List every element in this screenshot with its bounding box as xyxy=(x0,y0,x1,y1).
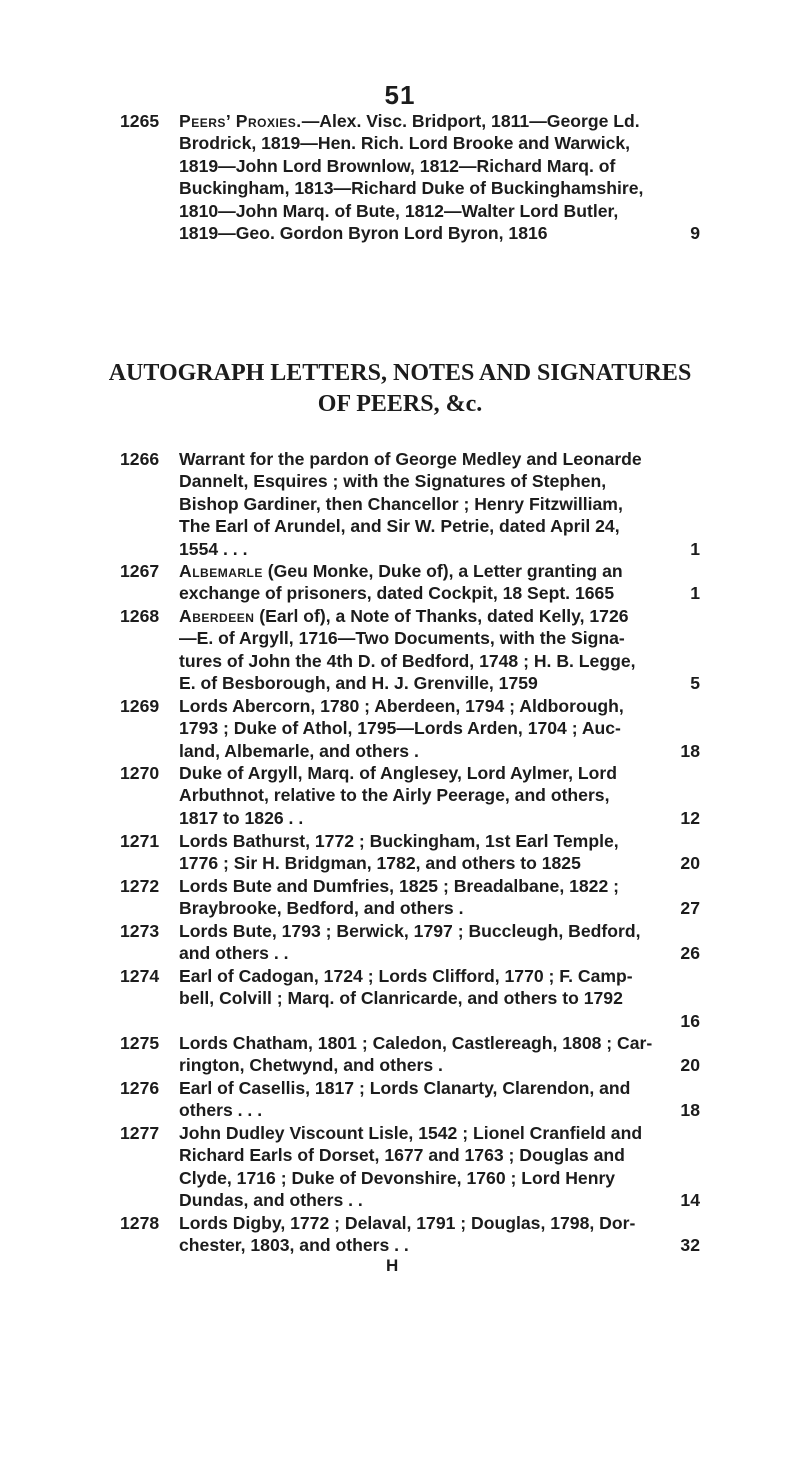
lot-price: 1 xyxy=(690,583,700,603)
lot-price: 5 xyxy=(690,673,700,693)
lot-number: 1274 xyxy=(120,966,160,986)
lot-1275 xyxy=(122,1032,700,1077)
lot-entry xyxy=(122,695,700,762)
lot-line: Duke of Argyll, Marq. of Anglesey, Lord Aylmer, Lord xyxy=(179,763,617,783)
lot-entry xyxy=(122,875,700,920)
lot-number: 1278 xyxy=(120,1213,160,1233)
lot-price: 32 xyxy=(680,1235,700,1255)
lot-price: 9 xyxy=(690,223,700,243)
lot-entry xyxy=(122,448,700,560)
signature-mark: H xyxy=(386,1256,399,1275)
lot-price: 26 xyxy=(680,943,700,963)
lot-line: Braybrooke, Bedford, and others . xyxy=(179,898,464,919)
lot-line: E. of Besborough, and H. J. Grenville, 1759 xyxy=(179,673,538,694)
lot-price: 18 xyxy=(680,1100,700,1120)
lot-line: Peers’ Proxies.—Alex. Visc. Bridport, 1811—George Ld. xyxy=(179,111,640,131)
lot-number: 1267 xyxy=(120,561,160,581)
lot-1267 xyxy=(122,560,700,605)
lot-number: 1276 xyxy=(120,1078,160,1098)
lot-number: 1268 xyxy=(120,606,160,626)
lot-1272 xyxy=(122,875,700,920)
lot-line: 1817 to 1826 . . xyxy=(179,807,304,828)
lot-line: Lords Chatham, 1801 ; Caledon, Castlereagh, 1808 ; Car- xyxy=(179,1033,653,1053)
lot-entry xyxy=(120,965,700,1031)
lot-price: 16 xyxy=(680,1011,700,1031)
lot-line: 1819—John Lord Brownlow, 1812—Richard Marq. of xyxy=(179,155,616,176)
lot-price: 20 xyxy=(680,853,700,873)
lot-entry xyxy=(122,920,700,965)
lot-line: 1810—John Marq. of Bute, 1812—Walter Lord Butler, xyxy=(179,200,619,221)
lot-line: and others . . xyxy=(179,943,289,964)
lot-line: Albemarle (Geu Monke, Duke of), a Letter granting an xyxy=(179,561,623,581)
lot-price: 27 xyxy=(680,898,700,918)
lot-line: Lords Bathurst, 1772 ; Buckingham, 1st Earl Temple, xyxy=(179,831,619,851)
lot-number: 1269 xyxy=(120,696,160,716)
lot-price: 14 xyxy=(680,1190,700,1210)
lot-1278 xyxy=(122,1212,700,1257)
lot-line: 1554 . . . xyxy=(179,538,248,559)
heading-line: AUTOGRAPH LETTERS, NOTES AND SIGNATURES xyxy=(108,360,692,386)
lot-price: 18 xyxy=(680,741,700,761)
lot-line: Lords Abercorn, 1780 ; Aberdeen, 1794 ; Aldborough, xyxy=(179,696,624,716)
lot-line: Richard Earls of Dorset, 1677 and 1763 ; Douglas and xyxy=(179,1145,625,1166)
lot-line: others . . . xyxy=(179,1100,263,1121)
lot-entry xyxy=(122,1032,700,1077)
lot-line: land, Albemarle, and others . xyxy=(179,740,419,761)
lot-entry xyxy=(122,605,700,695)
lot-1277 xyxy=(122,1122,700,1212)
lot-number: 1266 xyxy=(120,449,160,469)
lot-entry xyxy=(122,762,700,829)
page-number: 51 xyxy=(384,80,416,110)
lot-line: tures of John the 4th D. of Bedford, 1748 ; H. B. Legge, xyxy=(179,650,636,671)
lot-number: 1272 xyxy=(120,876,160,896)
lot-number: 1265 xyxy=(120,111,160,131)
lot-line: Warrant for the pardon of George Medley and Leonarde xyxy=(179,449,642,469)
lot-entry xyxy=(122,1212,700,1257)
lot-line: Buckingham, 1813—Richard Duke of Buckinghamshire, xyxy=(179,178,644,199)
lot-line: John Dudley Viscount Lisle, 1542 ; Lionel Cranfield and xyxy=(179,1123,643,1143)
lot-line: Lords Bute and Dumfries, 1825 ; Breadalbane, 1822 ; xyxy=(179,876,619,896)
lot-line: Brodrick, 1819—Hen. Rich. Lord Brooke and Warwick, xyxy=(179,133,631,154)
lot-entry xyxy=(122,1122,700,1212)
lot-line: 1819—Geo. Gordon Byron Lord Byron, 1816 xyxy=(179,223,548,244)
lot-line: Lords Digby, 1772 ; Delaval, 1791 ; Douglas, 1798, Dor- xyxy=(179,1213,636,1233)
lot-line: chester, 1803, and others . . xyxy=(179,1235,409,1256)
lot-number: 1277 xyxy=(120,1123,160,1143)
lot-price: 1 xyxy=(690,539,700,559)
lot-number: 1271 xyxy=(120,831,160,851)
lot-lead: Peers’ Proxies. xyxy=(179,111,302,131)
lot-price: 12 xyxy=(680,808,700,828)
lot-entry xyxy=(122,110,700,244)
lot-1273 xyxy=(122,920,700,965)
lot-line: Earl of Cadogan, 1724 ; Lords Clifford, 1770 ; F. Camp- xyxy=(179,966,633,986)
lot-line: Arbuthnot, relative to the Airly Peerage, and others, xyxy=(179,785,610,806)
lot-line: Dundas, and others . . xyxy=(179,1190,363,1211)
lot-line: Clyde, 1716 ; Duke of Devonshire, 1760 ; Lord Henry xyxy=(179,1167,616,1188)
lot-line: bell, Colvill ; Marq. of Clanricarde, and others to 1792 xyxy=(179,988,623,1009)
lot-line: Bishop Gardiner, then Chancellor ; Henry Fitzwilliam, xyxy=(179,493,623,514)
lot-1274 xyxy=(120,965,700,1031)
lot-entry xyxy=(122,560,700,605)
lot-number: 1275 xyxy=(120,1033,160,1053)
lot-lead: Albemarle xyxy=(179,561,263,581)
lot-1276 xyxy=(122,1077,700,1122)
lot-lead: Aberdeen xyxy=(179,606,255,626)
lot-line: 1793 ; Duke of Athol, 1795—Lords Arden, 1704 ; Auc- xyxy=(179,718,621,739)
lot-1265 xyxy=(122,110,700,244)
lot-1269 xyxy=(122,695,700,762)
lot-number: 1270 xyxy=(120,763,160,783)
lot-number: 1273 xyxy=(120,921,160,941)
lot-1271 xyxy=(122,830,700,875)
lot-line: exchange of prisoners, dated Cockpit, 18 Sept. 1665 xyxy=(179,583,615,604)
lot-line: The Earl of Arundel, and Sir W. Petrie, dated April 24, xyxy=(179,516,620,537)
lot-line: 1776 ; Sir H. Bridgman, 1782, and others to 1825 xyxy=(179,853,581,874)
lot-line: Lords Bute, 1793 ; Berwick, 1797 ; Buccleugh, Bedford, xyxy=(179,921,641,941)
lot-line: Dannelt, Esquires ; with the Signatures of Stephen, xyxy=(179,471,607,492)
heading-line: OF PEERS, &c. xyxy=(317,391,483,417)
section-heading xyxy=(0,358,800,420)
lot-1268 xyxy=(122,605,700,695)
lot-1266 xyxy=(122,448,700,560)
lot-line: —E. of Argyll, 1716—Two Documents, with the Signa- xyxy=(179,628,625,649)
lot-line: Earl of Casellis, 1817 ; Lords Clanarty, Clarendon, and xyxy=(179,1078,631,1098)
lot-entry xyxy=(122,1077,700,1122)
lot-line: Aberdeen (Earl of), a Note of Thanks, dated Kelly, 1726 xyxy=(179,606,629,626)
lot-price: 20 xyxy=(680,1055,700,1075)
lot-entry xyxy=(122,830,700,875)
lot-1270 xyxy=(122,762,700,829)
lot-line: rington, Chetwynd, and others . xyxy=(179,1055,443,1076)
